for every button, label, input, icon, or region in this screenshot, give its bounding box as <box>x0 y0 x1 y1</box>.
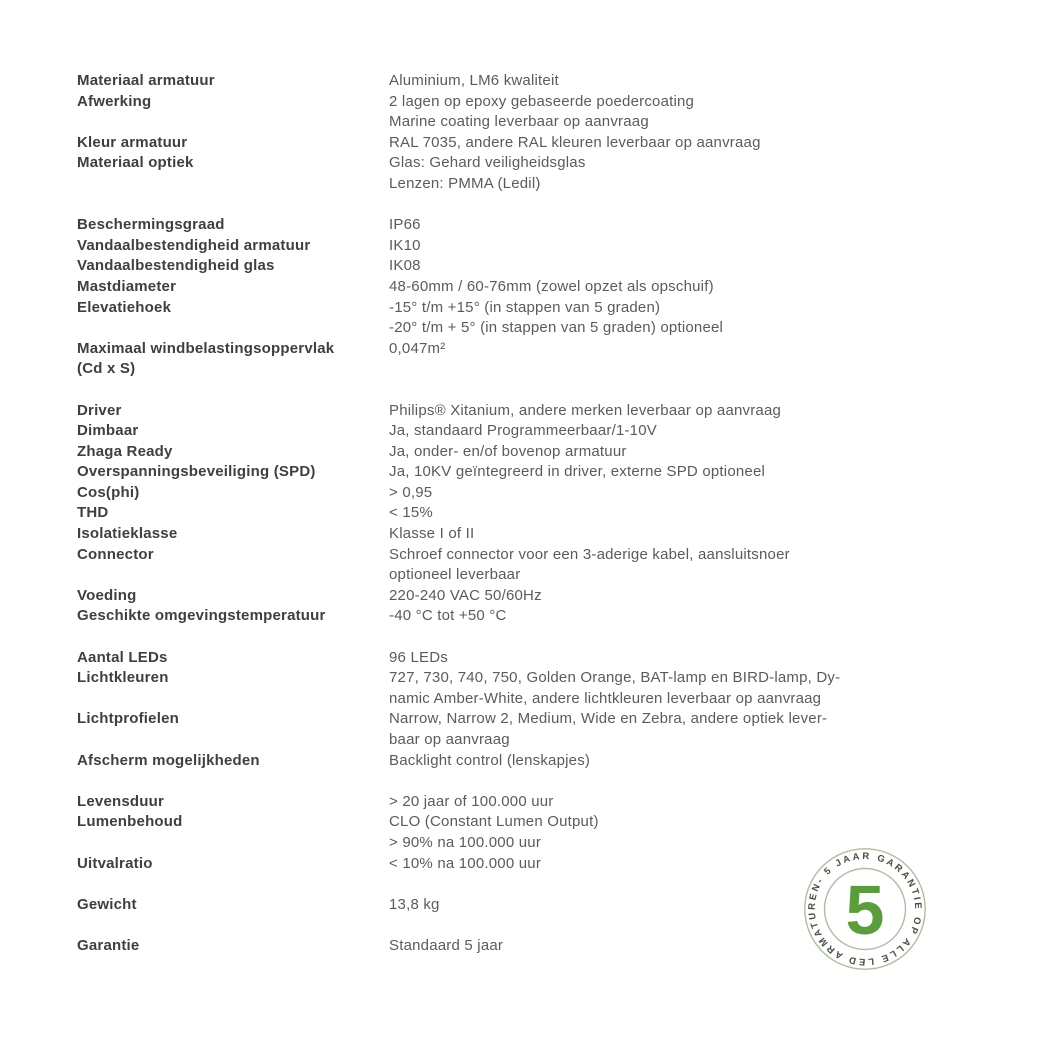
spec-row <box>77 462 840 483</box>
spec-value <box>389 545 790 586</box>
spec-label-line: Mastdiameter <box>77 277 177 295</box>
spec-value <box>389 71 559 92</box>
spec-value-line: Marine coating leverbaar op aanvraag <box>389 113 649 131</box>
spec-value-line: CLO (Constant Lumen Output) <box>389 813 599 831</box>
spec-label <box>77 277 389 298</box>
spec-value-line: Lenzen: PMMA (Ledil) <box>389 174 541 192</box>
spec-value-line: baar op aanvraag <box>389 731 510 748</box>
spec-section <box>77 895 840 916</box>
spec-value <box>389 133 761 154</box>
spec-label <box>77 133 389 154</box>
spec-row <box>77 936 840 957</box>
spec-row <box>77 277 840 298</box>
spec-label <box>77 812 389 833</box>
spec-value <box>389 215 421 236</box>
spec-label <box>77 92 389 113</box>
spec-value-line: < 10% na 100.000 uur <box>389 854 542 872</box>
spec-value <box>389 339 445 360</box>
badge-circular-text: - 5 JAAR GARANTIE OP ALLE LED ARMATUREN <box>806 850 924 968</box>
warranty-badge-svg <box>803 847 927 971</box>
spec-label-line: Materiaal armatuur <box>77 72 215 89</box>
spec-row <box>77 133 840 154</box>
spec-value-line: Glas: Gehard veiligheidsglas <box>389 154 586 172</box>
spec-label <box>77 401 389 422</box>
warranty-badge <box>803 847 927 971</box>
spec-value-line: Ja, standaard Programmeerbaar/1-10V <box>389 422 657 440</box>
spec-label <box>77 586 389 607</box>
spec-section <box>77 792 840 874</box>
spec-label-line: Lumenbehoud <box>77 813 183 831</box>
spec-value <box>389 854 541 875</box>
spec-row <box>77 401 840 422</box>
spec-label-line: Lichtprofielen <box>77 710 179 728</box>
spec-value <box>389 298 723 339</box>
spec-label <box>77 256 389 277</box>
spec-value <box>389 462 765 483</box>
spec-label-line: Uitvalratio <box>77 854 153 872</box>
spec-row <box>77 648 840 669</box>
spec-value <box>389 401 781 422</box>
spec-label <box>77 236 389 257</box>
spec-label <box>77 524 389 545</box>
spec-value <box>389 709 827 750</box>
spec-row <box>77 524 840 545</box>
spec-section <box>77 71 840 195</box>
spec-row <box>77 442 840 463</box>
spec-row <box>77 812 840 853</box>
spec-value-line: -15° t/m +15° (in stappen van 5 graden) <box>389 298 661 316</box>
spec-value-line: -20° t/m + 5° (in stappen van 5 graden) optioneel <box>389 319 724 337</box>
spec-label <box>77 936 389 957</box>
spec-value <box>389 442 627 463</box>
spec-label-line: Materiaal optiek <box>77 154 194 172</box>
spec-label <box>77 462 389 483</box>
spec-value <box>389 421 657 442</box>
spec-section <box>77 648 840 772</box>
spec-label-line: Gewicht <box>77 895 137 913</box>
spec-value <box>389 586 542 607</box>
spec-row <box>77 298 840 339</box>
spec-value-line: -40 °C tot +50 °C <box>389 607 507 625</box>
spec-label <box>77 668 389 689</box>
spec-value-line: 0,047m² <box>389 339 446 357</box>
spec-label-line: Aantal LEDs <box>77 648 168 666</box>
spec-label <box>77 215 389 236</box>
spec-value-line: Klasse I of II <box>389 525 475 543</box>
spec-table <box>77 71 840 977</box>
spec-label-line: Isolatieklasse <box>77 525 178 543</box>
spec-value <box>389 256 421 277</box>
spec-row <box>77 709 840 750</box>
spec-label <box>77 545 389 566</box>
spec-value-line: 2 lagen op epoxy gebaseerde poedercoating <box>389 92 695 110</box>
spec-value <box>389 606 507 627</box>
spec-value <box>389 792 554 813</box>
spec-value-line: > 0,95 <box>389 483 433 501</box>
spec-row <box>77 483 840 504</box>
spec-label <box>77 792 389 813</box>
spec-label <box>77 421 389 442</box>
spec-label <box>77 709 389 730</box>
spec-value-line: optioneel leverbaar <box>389 566 521 584</box>
spec-row <box>77 545 840 586</box>
spec-section <box>77 401 840 628</box>
spec-value-line: < 15% <box>389 504 433 522</box>
spec-label-line: Voeding <box>77 586 137 604</box>
spec-value <box>389 483 432 504</box>
spec-value-line: > 20 jaar of 100.000 uur <box>389 792 554 810</box>
spec-label-line: Beschermingsgraad <box>77 216 225 234</box>
spec-label-line: Garantie <box>77 936 140 954</box>
badge-number: 5 <box>845 871 885 949</box>
spec-label-line: Geschikte omgevingstemperatuur <box>77 607 326 625</box>
spec-label-line: Lichtkleuren <box>77 669 169 687</box>
spec-label-line: Cos(phi) <box>77 483 140 501</box>
spec-row <box>77 668 840 709</box>
spec-label-line: Afwerking <box>77 92 152 110</box>
spec-label <box>77 648 389 669</box>
spec-value-line: IK10 <box>389 236 421 254</box>
spec-value-line: 48-60mm / 60-76mm (zowel opzet als opschuif) <box>389 277 714 295</box>
spec-label <box>77 339 389 380</box>
spec-label-line: Zhaga Ready <box>77 442 173 460</box>
spec-value <box>389 277 714 298</box>
spec-label <box>77 503 389 524</box>
spec-value-line: namic Amber-White, andere lichtkleuren leverbaar op aanvraag <box>389 689 822 707</box>
spec-row <box>77 751 840 772</box>
spec-row <box>77 71 840 92</box>
spec-value <box>389 936 503 957</box>
spec-value-line: IK08 <box>389 257 421 275</box>
spec-value-line: 96 LEDs <box>389 648 448 666</box>
spec-value <box>389 153 586 194</box>
spec-row <box>77 854 840 875</box>
spec-label-line: THD <box>77 504 109 522</box>
spec-label-line: Levensduur <box>77 792 165 810</box>
spec-row <box>77 606 840 627</box>
spec-row <box>77 421 840 442</box>
spec-section <box>77 215 840 380</box>
spec-section <box>77 936 840 957</box>
spec-value-line: RAL 7035, andere RAL kleuren leverbaar op aanvraag <box>389 133 761 151</box>
spec-value <box>389 524 474 545</box>
spec-value-line: Ja, 10KV geïntegreerd in driver, externe SPD optioneel <box>389 463 766 481</box>
spec-value-line: 220-240 VAC 50/60Hz <box>389 586 542 604</box>
spec-value-line: 727, 730, 740, 750, Golden Orange, BAT-lamp en BIRD-lamp, Dy- <box>389 669 841 687</box>
spec-label-line: (Cd x S) <box>77 360 136 378</box>
spec-value <box>389 895 440 916</box>
spec-value-line: > 90% na 100.000 uur <box>389 833 542 851</box>
spec-label <box>77 298 389 319</box>
spec-label <box>77 606 389 627</box>
spec-label-line: Vandaalbestendigheid glas <box>77 257 275 275</box>
spec-label <box>77 442 389 463</box>
spec-label-line: Kleur armatuur <box>77 133 188 151</box>
spec-row <box>77 792 840 813</box>
spec-value <box>389 751 590 772</box>
spec-label-line: Connector <box>77 545 154 563</box>
spec-label <box>77 895 389 916</box>
spec-row <box>77 503 840 524</box>
spec-label <box>77 153 389 174</box>
spec-label-line: Maximaal windbelastingsoppervlak <box>77 339 335 357</box>
spec-value <box>389 668 840 709</box>
spec-label-line: Elevatiehoek <box>77 298 172 316</box>
spec-label <box>77 854 389 875</box>
spec-value <box>389 236 421 257</box>
spec-label-line: Afscherm mogelijkheden <box>77 751 260 769</box>
spec-value-line: IP66 <box>389 216 421 234</box>
spec-row <box>77 92 840 133</box>
spec-value <box>389 92 694 133</box>
spec-label <box>77 483 389 504</box>
spec-row <box>77 236 840 257</box>
spec-value-line: Philips® Xitanium, andere merken leverbaar op aanvraag <box>389 401 782 419</box>
spec-value-line: Schroef connector voor een 3-aderige kabel, aansluitsnoer <box>389 545 790 563</box>
spec-value-line: Aluminium, LM6 kwaliteit <box>389 72 559 89</box>
spec-label <box>77 71 389 92</box>
spec-row <box>77 339 840 380</box>
spec-label-line: Dimbaar <box>77 422 139 440</box>
spec-value <box>389 503 433 524</box>
spec-label-line: Vandaalbestendigheid armatuur <box>77 236 311 254</box>
spec-row <box>77 586 840 607</box>
spec-row <box>77 215 840 236</box>
spec-value <box>389 812 599 853</box>
spec-label-line: Overspanningsbeveiliging (SPD) <box>77 463 316 481</box>
spec-label <box>77 751 389 772</box>
spec-row <box>77 895 840 916</box>
spec-row <box>77 153 840 194</box>
spec-value-line: Standaard 5 jaar <box>389 936 504 954</box>
spec-value-line: Narrow, Narrow 2, Medium, Wide en Zebra, andere optiek lever- <box>389 710 828 728</box>
spec-value-line: 13,8 kg <box>389 895 440 913</box>
spec-value-line: Ja, onder- en/of bovenop armatuur <box>389 442 627 460</box>
spec-row <box>77 256 840 277</box>
spec-value-line: Backlight control (lenskapjes) <box>389 751 591 769</box>
spec-value <box>389 648 448 669</box>
spec-label-line: Driver <box>77 401 122 419</box>
